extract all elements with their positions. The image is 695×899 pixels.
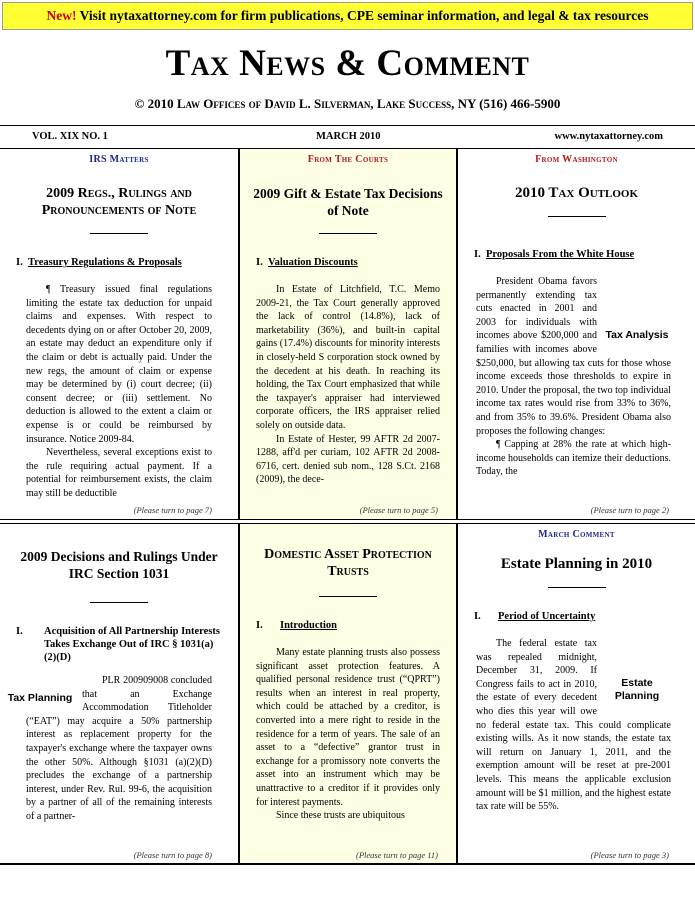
section-heading <box>474 248 695 261</box>
continued-link[interactable]: (Please turn to page 2) <box>590 505 669 515</box>
article-kicker: From The Courts <box>307 154 389 165</box>
continued-link[interactable]: (Please turn to page 8) <box>133 850 212 860</box>
section-title: Introduction <box>280 620 337 631</box>
continued-link[interactable]: (Please turn to page 11) <box>356 850 438 860</box>
pullquote: Estate Planning <box>614 677 660 702</box>
section-heading <box>16 625 238 664</box>
headline-divider <box>319 233 377 234</box>
continued-link[interactable]: (Please turn to page 5) <box>359 505 438 515</box>
article-body <box>476 275 671 479</box>
section-number: I. <box>16 626 23 637</box>
headline-divider <box>548 587 606 588</box>
continued-link[interactable]: (Please turn to page 3) <box>590 850 669 860</box>
pullquote: Tax Analysis <box>605 329 669 341</box>
article-irs-matters <box>0 149 238 519</box>
section-title: Valuation Discounts <box>268 257 358 268</box>
headline-divider <box>548 216 606 217</box>
continued-link[interactable]: (Please turn to page 7) <box>133 505 212 515</box>
headline-divider <box>90 233 148 234</box>
row-divider <box>0 863 695 865</box>
section-number: I. <box>16 257 23 268</box>
article-body <box>476 637 671 814</box>
article-body <box>256 646 440 823</box>
article-kicker: From Washington <box>535 154 618 165</box>
section-title: Period of Uncertainty <box>498 611 596 622</box>
newsletter-title: Tax News & Comment <box>165 43 530 84</box>
article-kicker: March Comment <box>538 529 615 540</box>
section-heading <box>256 256 456 269</box>
section-number: I. <box>256 620 263 631</box>
article-march-comment <box>458 524 695 863</box>
article-paragraph: Nevertheless, several exceptions exist to the rule requiring actual payment. If a potential for reimbursement exists, the claim may still be deductible <box>26 447 212 499</box>
issue-date: MARCH 2010 <box>316 131 381 142</box>
article-headline: 2010 Tax Outlook <box>514 185 639 201</box>
article-grid <box>0 149 695 899</box>
issue-volume: VOL. XIX NO. 1 <box>32 131 108 142</box>
website-link[interactable]: www.nytaxattorney.com <box>554 131 663 142</box>
article-paragraph: President Obama favors permanently extending tax cuts enacted in 2001 and 2003 for individuals with incomes above $200,000 and families with incomes above $250,000, but allowing tax cuts for those whose income exceeds those thresholds to expire in 2010. Under the proposal, the two top individual income tax rates would rise from 33% to 36%, and from 35% to 39.6%. President Obama also proposes the following changes: <box>476 276 671 437</box>
section-heading <box>256 619 456 632</box>
article-paragraph: In Estate of Hester, 99 AFTR 2d 2007-1288, aff'd per curiam, 102 AFTR 2d 2008-6716, cert. denied sub nom., 128 S.Ct. 2168 (2009), the dece- <box>256 433 440 486</box>
promo-banner-body: Visit nytaxattorney.com for firm publications, CPE seminar information, and legal & tax resources <box>76 8 649 23</box>
section-title: Acquisition of All Partnership Interests Takes Exchange Out of IRC § 1031(a)(2)(D) <box>44 626 220 663</box>
article-asset-protection <box>240 524 456 863</box>
article-paragraph: In Estate of Litchfield, T.C. Memo 2009-21, the Tax Court generally approved the lack of control (14.8%), lack of marketability (36%), and built-in capital gains (17.4%) discounts for minority interests in closely-held S corporation stock owned by the decedent at his death. In reaching its holding, the Tax Court emphasized that while the taxpayer's appraiser had interviewed corporate officers, the IRS appraiser relied solely on outside data. <box>256 284 440 431</box>
article-paragraph: ¶ Treasury issued final regulations limiting the estate tax deduction for unpaid claims and expenses. With respect to decedents dying on or after October 20, 2009, an estate may deduct an expenditure only if the claim or debt is actually paid. Under the new regs, the amount of claim or expense may be determined by (i) court decree; (ii) consent decree; or (iii) settlement. No deduction is allowed to the extent a claim or expense is or could be reimbursed by insurance. Notice 2009-84. <box>26 284 212 445</box>
section-heading <box>16 256 238 269</box>
section-number: I. <box>256 257 263 268</box>
article-headline: 2009 Decisions and Rulings Under IRC Section 1031 <box>20 549 218 581</box>
article-body <box>26 283 212 501</box>
promo-banner-lead: New! <box>46 8 77 23</box>
article-from-the-courts <box>240 149 456 519</box>
promo-banner-text[interactable] <box>47 8 649 24</box>
section-title: Treasury Regulations & Proposals <box>28 257 182 268</box>
article-kicker: IRS Matters <box>89 154 149 165</box>
article-paragraph: ¶ Capping at 28% the rate at which high-income households can itemize their deductions. Today, the <box>476 439 671 478</box>
section-heading <box>474 610 695 623</box>
article-paragraph: Many estate planning trusts also possess significant asset protection features. A qualified personal residence trust (“QPRT”) results when an interest in real property, which could be attached by a creditor, is converted into a mere right to reside in the residence for a term of years. The sale of an asset to a “defective” grantor trust in exchange for a promissory note converts the asset into an instrument which may be unattractive to a creditor if it provides only for interest payments. <box>256 647 440 808</box>
article-paragraph: The federal estate tax was repealed midnight, December 31, 2009. If Congress fails to act in 2010, the estate of every decedent who dies this year will owe no federal estate tax. This could complicate existing wills. As it now stands, the estate tax will return on January 1, 2011, and the exemption amount will be reset at pre-2001 levels. This means the applicable exclusion amount will be $1 million, and the highest estate tax rate will be 55%. <box>476 638 671 813</box>
article-headline: Domestic Asset Protection Trusts <box>264 547 432 579</box>
pullquote: Tax Planning <box>7 692 73 704</box>
article-paragraph: Since these trusts are ubiquitous <box>276 810 405 822</box>
article-from-washington <box>458 149 695 519</box>
article-headline: 2009 Gift & Estate Tax Decisions of Note <box>253 186 443 218</box>
section-number: I. <box>474 249 481 260</box>
article-body <box>7 674 212 824</box>
headline-divider <box>319 596 377 597</box>
article-headline: Estate Planning in 2010 <box>500 556 653 572</box>
copyright-line: © 2010 Law Offices of David L. Silverman, Lake Success, NY (516) 466-5900 <box>134 96 561 111</box>
article-body <box>256 283 440 487</box>
issue-bar <box>0 125 695 149</box>
article-paragraph: PLR 200909008 concluded that an Exchange Accommodation Titleholder (“EAT”) may acquire a 50% partnership interest as replacement property for the taxpayer's exchange where the taxpayer owns the other 50%. Although §1031 (a)(2)(D) precludes the exchange of a partnership interest, under Rev. Rul. 99-6, the acquisition by a partner of all of the remaining interests of a partner- <box>26 675 212 822</box>
section-number: I. <box>474 611 481 622</box>
promo-banner[interactable] <box>2 2 693 30</box>
headline-divider <box>90 602 148 603</box>
article-section-1031 <box>0 524 238 863</box>
article-headline: 2009 Regs., Rulings and Pronouncements of Note <box>41 186 197 218</box>
section-title: Proposals From the White House <box>486 249 635 260</box>
